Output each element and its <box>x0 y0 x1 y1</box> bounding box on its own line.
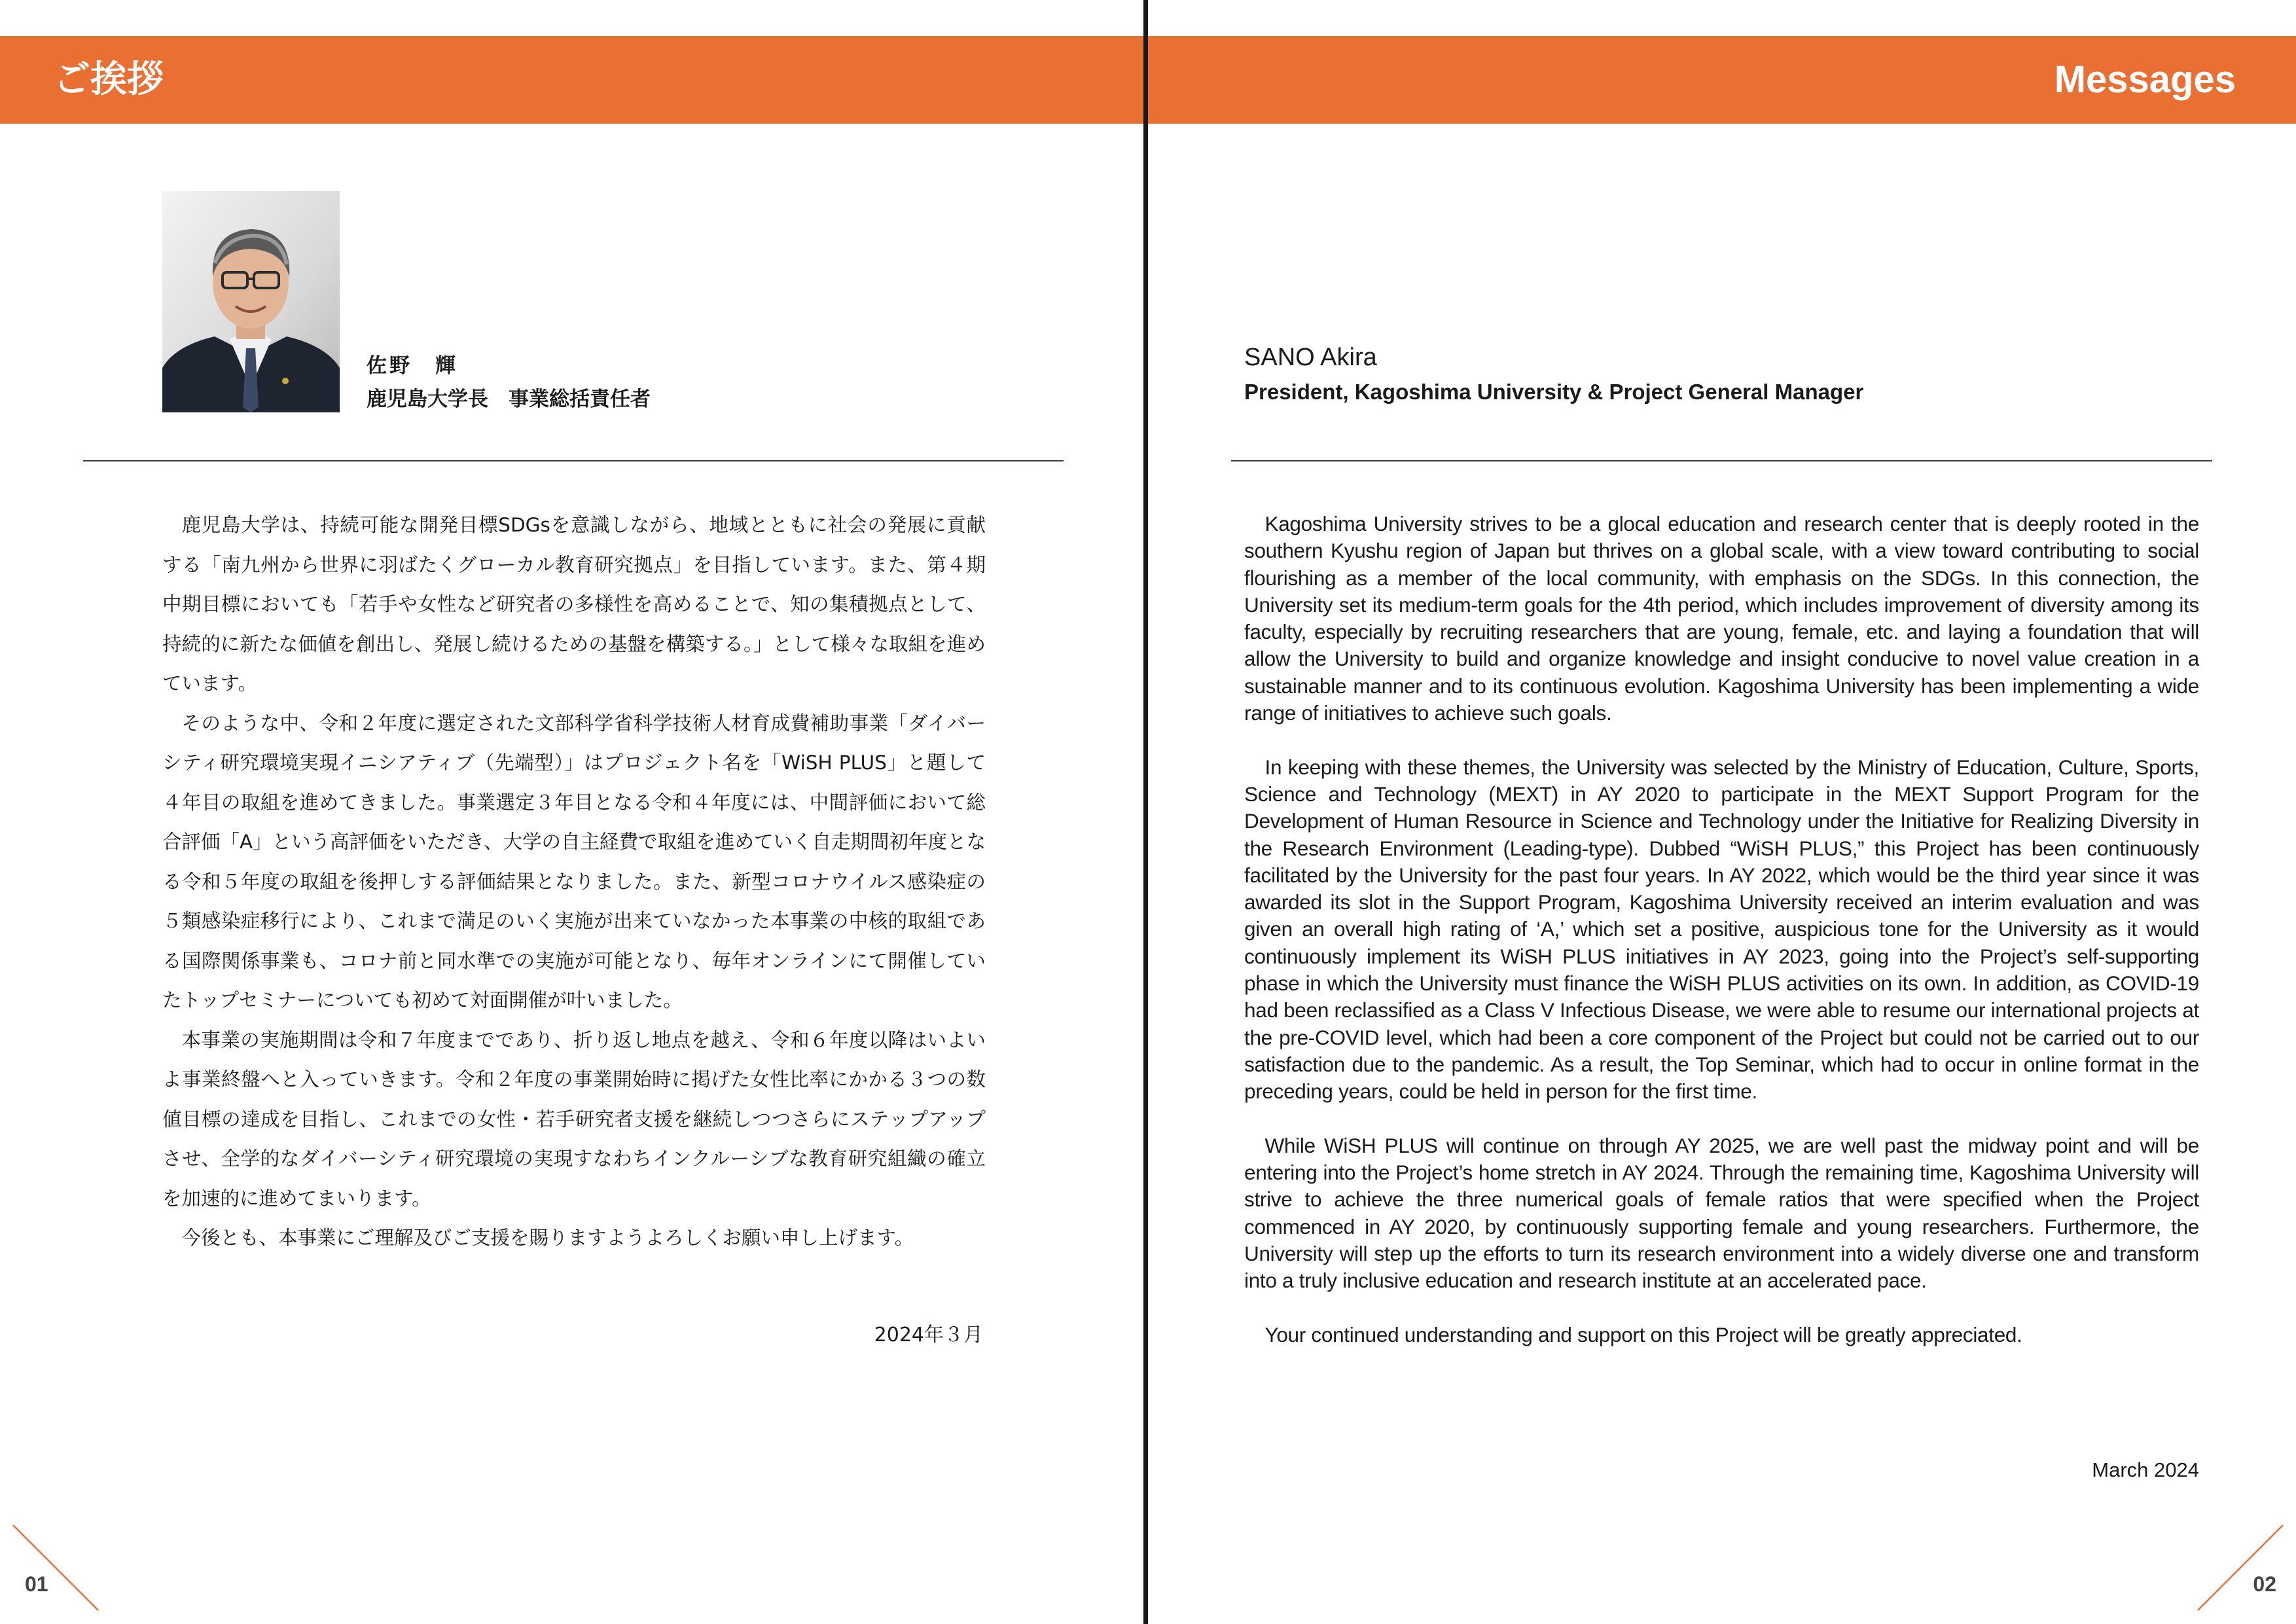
en-paragraph: In keeping with these themes, the University was selected by the Ministry of Education, Culture, Sports, Science and Technology (MEXT) in AY 2020 to participate in the MEXT Support Program for the Development of Human Resource in Science and Technology under the Initiative for Realizing Diversity in the Research Environment (Leading-type). Dubbed “WiSH PLUS,” this Project has been continuously facilitated by the University for the past four years. In AY 2022, which would be the third year since it was awarded its slot in the Support Program, Kagoshima University received an interim evaluation and was given an overall high rating of ‘A,’ which set a positive, auspicious tone for the University as it would continuously implement its WiSH PLUS initiatives in AY 2023, going into the Project’s self-supporting phase in which the University must finance the WiSH PLUS activities on its own. In addition, as COVID-19 had been reclassified as a Class V Infectious Disease, we were able to resume our international projects at the pre-COVID level, which had been a core component of the Project but could not be carried out to our satisfaction due to the pandemic. As a result, the Top Seminar, which had to occur in online format in the preceding years, could be held in person for the first time. <box>1244 755 2199 1104</box>
page-spine <box>1143 0 1148 1624</box>
jp-paragraph: 鹿児島大学は、持続可能な開発目標SDGsを意識しながら、地域とともに社会の発展に貢献する「南九州から世界に羽ばたくグローカル教育研究拠点」を目指しています。また、第４期中期目標においても「若手や女性など研究者の多様性を高めることで、知の集積拠点として、持続的に新たな価値を創出し、発展し続けるための基盤を構築する。」として様々な取組を進めています。 <box>162 514 986 695</box>
en-paragraph: While WiSH PLUS will continue on through AY 2025, we are well past the midway point and will be entering into the Project’s home stretch in AY 2024. Through the remaining time, Kagoshima University will strive to achieve the three numerical goals of female ratios that were specified when the Project commenced in AY 2020, by continuously supporting female and young researchers. Furthermore, the University will step up the efforts to turn its research environment into a widely diverse one and transform into a truly inclusive education and research institute at an accelerated pace. <box>1244 1133 2199 1293</box>
right-divider <box>1231 460 2212 461</box>
portrait-photo <box>162 191 340 412</box>
right-page-title: Messages <box>2054 58 2236 101</box>
right-corner-ornament <box>2191 1512 2296 1624</box>
left-divider <box>83 460 1064 461</box>
en-signatory-name: SANO Akira <box>1244 344 1377 371</box>
jp-signatory-name: 佐野 輝 <box>367 354 458 378</box>
en-paragraph: Your continued understanding and support on this Project will be greatly appreciated. <box>1265 1322 2022 1346</box>
en-message-body <box>1244 511 2199 1376</box>
right-page-number: 02 <box>2253 1572 2276 1596</box>
left-page-number: 01 <box>25 1572 48 1596</box>
header-bar <box>0 36 2296 124</box>
jp-date: 2024年３月 <box>874 1324 983 1346</box>
en-paragraph: Kagoshima University strives to be a glocal education and research center that is deeply rooted in the southern Kyushu region of Japan but thrives on a global scale, with a view toward contributing to social flourishing as a member of the local community, with emphasis on the SDGs. In this connection, the University set its medium-term goals for the 4th period, which includes improvement of diversity among its faculty, especially by recruiting researchers that are young, female, etc. and laying a foundation that will allow the University to build and organize knowledge and insight conducive to novel value creation in a sustainable manner and to its continuous evolution. Kagoshima University has been implementing a wide range of initiatives to achieve such goals. <box>1244 512 2199 725</box>
jp-paragraph: 今後とも、本事業にご理解及びご支援を賜りますようよろしくお願い申し上げます。 <box>181 1227 914 1249</box>
jp-signatory-role: 鹿児島大学長 事業総括責任者 <box>367 388 651 411</box>
en-date: March 2024 <box>2092 1458 2199 1481</box>
left-page-title: ご挨拶 <box>54 58 164 101</box>
left-corner-ornament <box>0 1512 105 1624</box>
en-signatory-role: President, Kagoshima University & Project General Manager <box>1244 380 1864 404</box>
jp-message-body <box>162 505 986 1258</box>
jp-paragraph: そのような中、令和２年度に選定された文部科学省科学技術人材育成費補助事業「ダイバーシティ研究環境実現イニシアティブ（先端型）」はプロジェクト名を「WiSH PLUS」と題して４年目の取組を進めてきました。事業選定３年目となる令和４年度には、中間評価において総合評価「A」という高評価をいただき、大学の自主経費で取組を進めていく自走期間初年度となる令和５年度の取組を後押しする評価結果となりました。また、新型コロナウイルス感染症の５類感染症移行により、これまで満足のいく実施が出来ていなかった本事業の中核的取組である国際関係事業も、コロナ前と同水準での実施が可能となり、毎年オンラインにて開催していたトップセミナーについても初めて対面開催が叶いました。 <box>162 712 986 1011</box>
jp-paragraph: 本事業の実施期間は令和７年度までであり、折り返し地点を越え、令和６年度以降はいよいよ事業終盤へと入っていきます。令和２年度の事業開始時に掲げた女性比率にかかる３つの数値目標の達成を目指し、これまでの女性・若手研究者支援を継続しつつさらにステップアップさせ、全学的なダイバーシティ研究環境の実現すなわちインクルーシブな教育研究組織の確立を加速的に進めてまいります。 <box>162 1028 986 1210</box>
portrait-illustration <box>162 191 340 412</box>
